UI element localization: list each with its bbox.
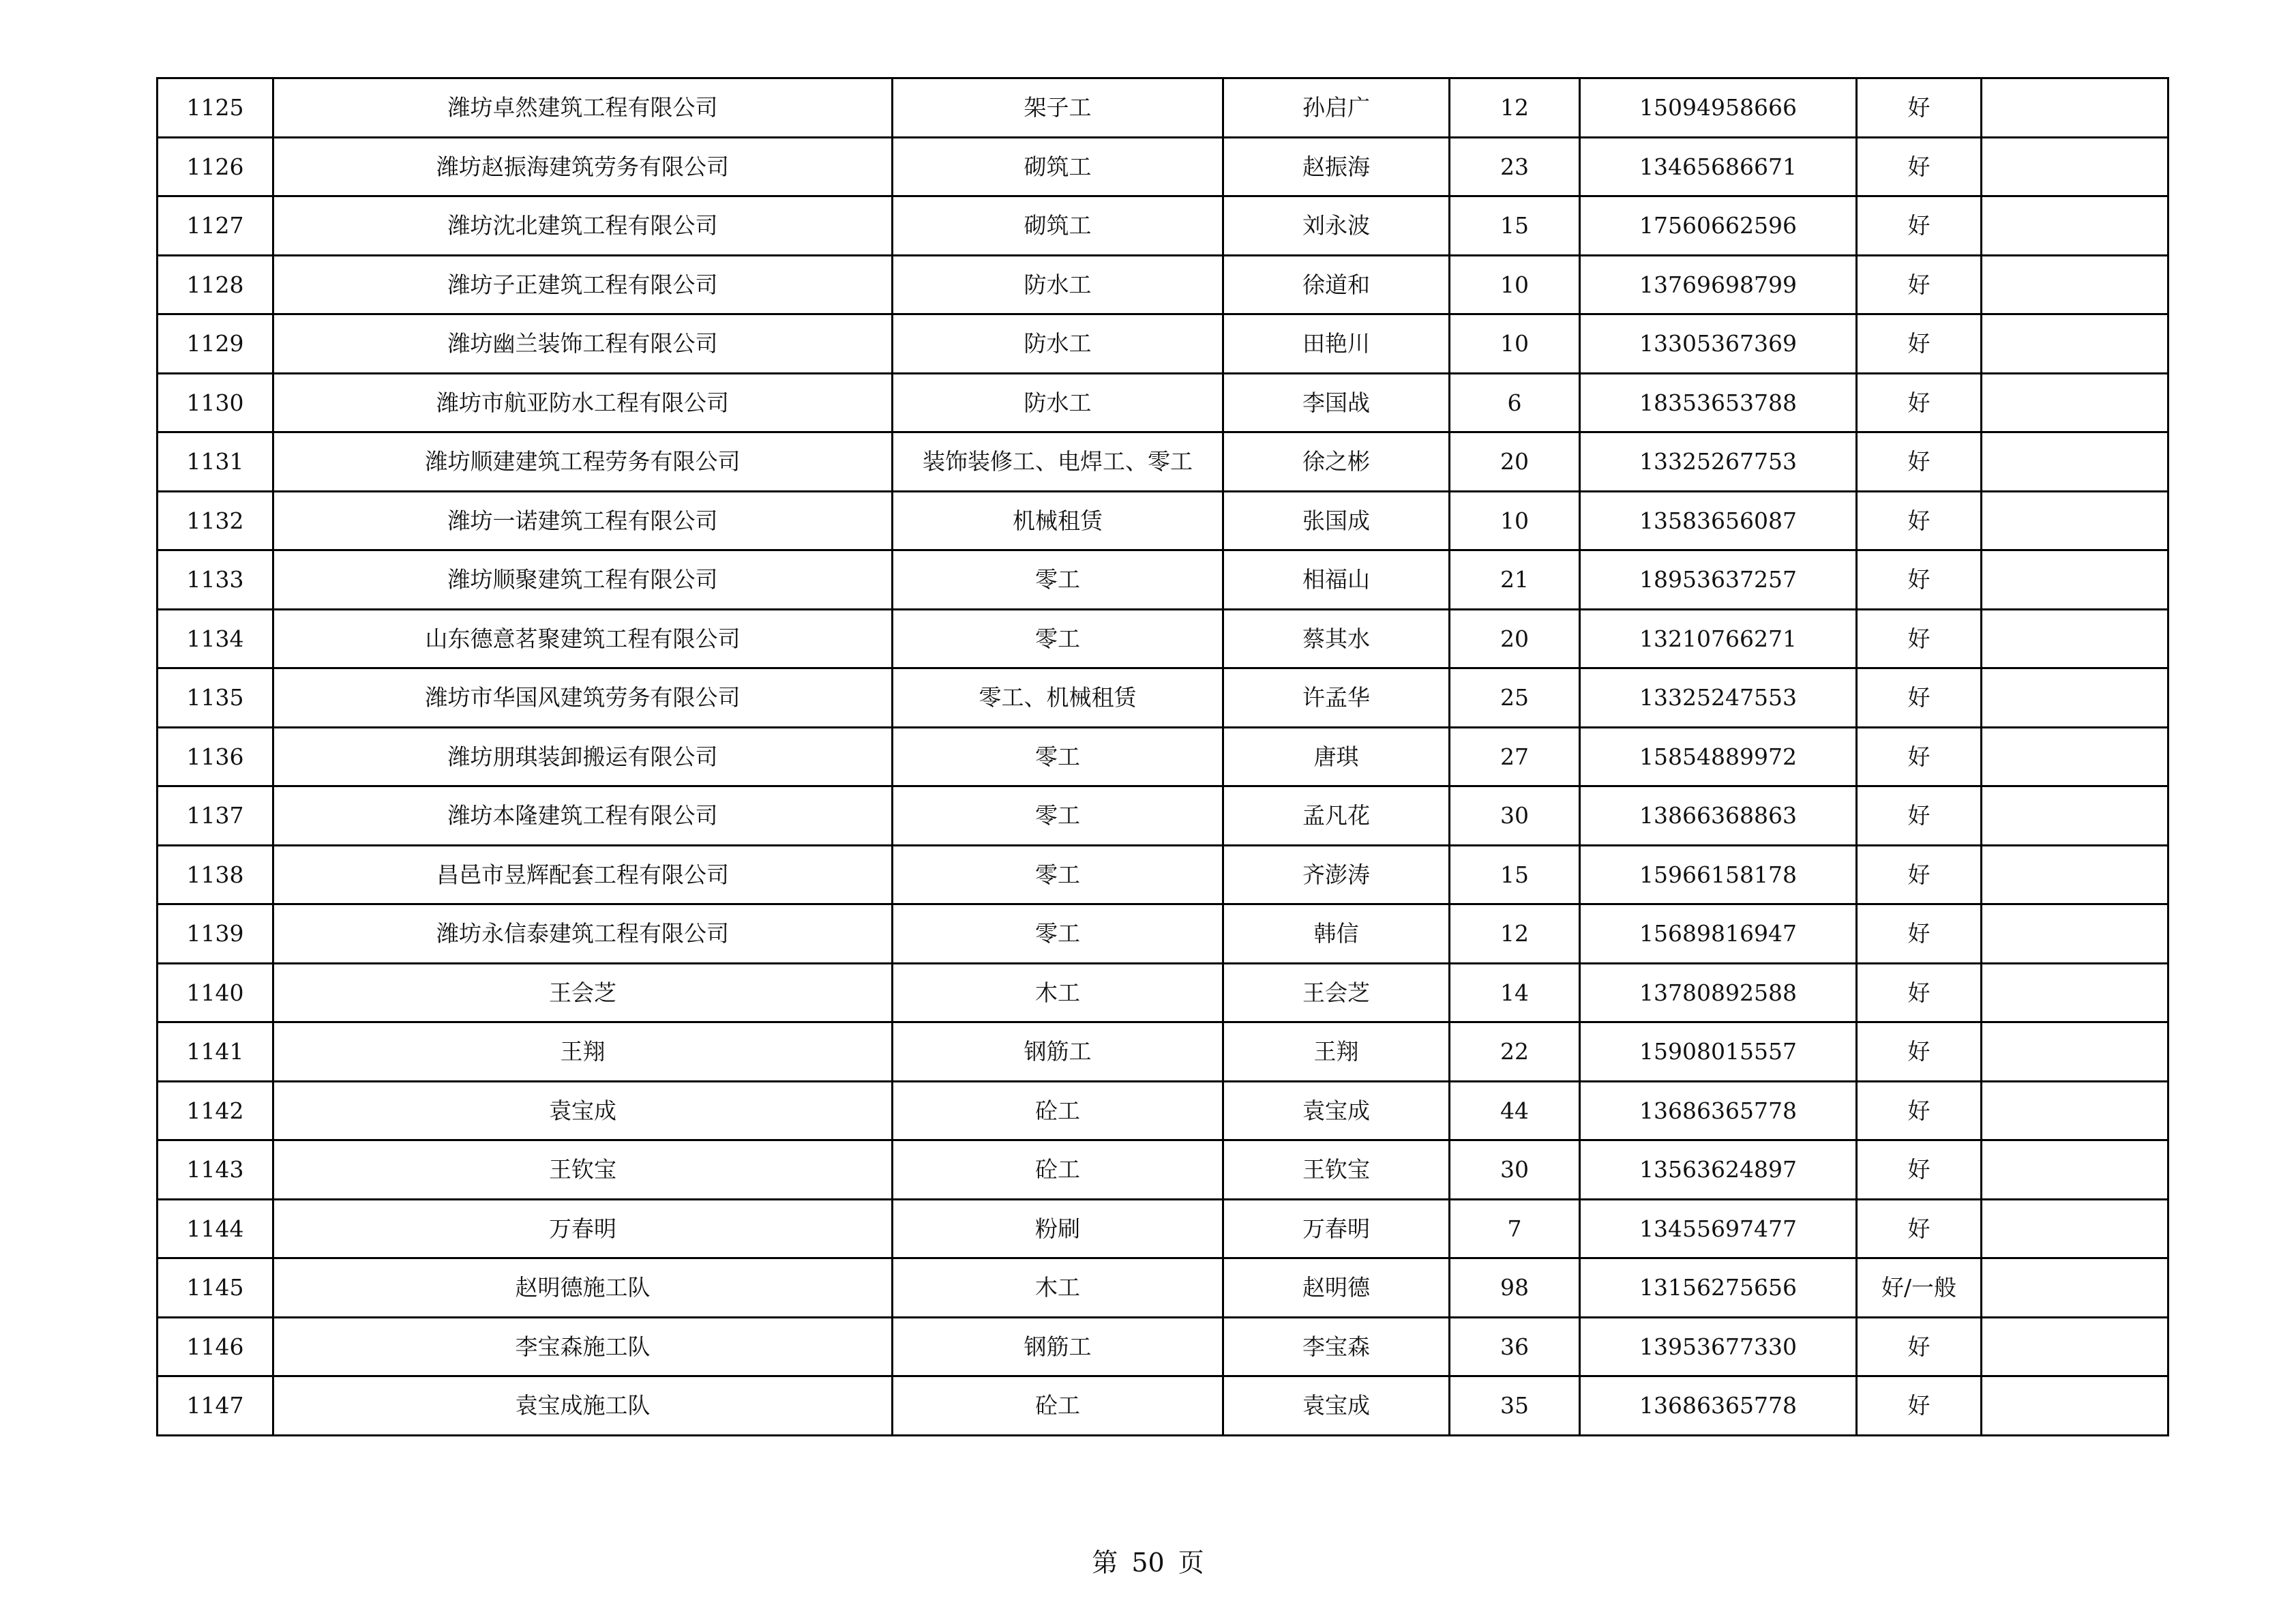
trade-cell: 砼工 <box>893 1081 1223 1140</box>
row-number-cell: 1137 <box>158 786 273 846</box>
company-name-cell: 潍坊顺建建筑工程劳务有限公司 <box>273 432 893 492</box>
row-number-cell: 1129 <box>158 314 273 374</box>
phone-cell: 13210766271 <box>1580 609 1857 668</box>
remark-cell <box>1982 373 2168 432</box>
table-row <box>158 432 2168 492</box>
row-number-cell: 1135 <box>158 668 273 728</box>
trade-cell: 砌筑工 <box>893 137 1223 196</box>
company-name-cell: 潍坊一诺建筑工程有限公司 <box>273 491 893 550</box>
table-row <box>158 1140 2168 1200</box>
phone-cell: 13563624897 <box>1580 1140 1857 1200</box>
trade-cell: 防水工 <box>893 255 1223 314</box>
trade-cell: 钢筋工 <box>893 1317 1223 1376</box>
company-name-cell: 王会芝 <box>273 963 893 1022</box>
company-name-cell: 潍坊顺聚建筑工程有限公司 <box>273 550 893 610</box>
company-name-cell: 潍坊沈北建筑工程有限公司 <box>273 196 893 256</box>
trade-cell: 架子工 <box>893 78 1223 138</box>
phone-cell: 13325247553 <box>1580 668 1857 728</box>
trade-cell: 机械租赁 <box>893 491 1223 550</box>
company-name-cell: 潍坊赵振海建筑劳务有限公司 <box>273 137 893 196</box>
phone-cell: 18953637257 <box>1580 550 1857 610</box>
trade-cell: 零工 <box>893 609 1223 668</box>
company-name-cell: 赵明德施工队 <box>273 1258 893 1318</box>
row-number-cell: 1138 <box>158 845 273 904</box>
remark-cell <box>1982 1258 2168 1318</box>
rating-cell: 好/一般 <box>1857 1258 1982 1318</box>
row-number-cell: 1139 <box>158 904 273 964</box>
contact-person-cell: 刘永波 <box>1223 196 1450 256</box>
remark-cell <box>1982 1081 2168 1140</box>
trade-cell: 零工 <box>893 845 1223 904</box>
remark-cell <box>1982 314 2168 374</box>
remark-cell <box>1982 432 2168 492</box>
trade-cell: 砌筑工 <box>893 196 1223 256</box>
table-row <box>158 196 2168 256</box>
company-name-cell: 潍坊本隆建筑工程有限公司 <box>273 786 893 846</box>
company-name-cell: 潍坊卓然建筑工程有限公司 <box>273 78 893 138</box>
worker-count-cell: 44 <box>1450 1081 1580 1140</box>
phone-cell: 15854889972 <box>1580 727 1857 786</box>
remark-cell <box>1982 904 2168 964</box>
worker-count-cell: 20 <box>1450 609 1580 668</box>
trade-cell: 防水工 <box>893 314 1223 374</box>
table-row <box>158 668 2168 728</box>
table-row <box>158 1317 2168 1376</box>
phone-cell: 17560662596 <box>1580 196 1857 256</box>
remark-cell <box>1982 1199 2168 1258</box>
table-row <box>158 1258 2168 1318</box>
row-number-cell: 1126 <box>158 137 273 196</box>
row-number-cell: 1133 <box>158 550 273 610</box>
page-label-prefix: 第 <box>1092 1548 1118 1578</box>
contact-person-cell: 田艳川 <box>1223 314 1450 374</box>
rating-cell: 好 <box>1857 1140 1982 1200</box>
rating-cell: 好 <box>1857 1317 1982 1376</box>
worker-count-cell: 15 <box>1450 845 1580 904</box>
table-row <box>158 1081 2168 1140</box>
phone-cell: 13325267753 <box>1580 432 1857 492</box>
remark-cell <box>1982 1022 2168 1082</box>
phone-cell: 13465686671 <box>1580 137 1857 196</box>
contractor-table <box>156 77 2169 1436</box>
contact-person-cell: 许孟华 <box>1223 668 1450 728</box>
row-number-cell: 1143 <box>158 1140 273 1200</box>
worker-count-cell: 10 <box>1450 314 1580 374</box>
page-footer <box>0 1550 2296 1576</box>
row-number-cell: 1140 <box>158 963 273 1022</box>
remark-cell <box>1982 609 2168 668</box>
row-number-cell: 1127 <box>158 196 273 256</box>
contact-person-cell: 张国成 <box>1223 491 1450 550</box>
phone-cell: 13780892588 <box>1580 963 1857 1022</box>
table-row <box>158 845 2168 904</box>
contractor-table-body <box>158 78 2168 1436</box>
phone-cell: 13686365778 <box>1580 1081 1857 1140</box>
trade-cell: 零工、机械租赁 <box>893 668 1223 728</box>
table-row <box>158 786 2168 846</box>
company-name-cell: 昌邑市昱辉配套工程有限公司 <box>273 845 893 904</box>
phone-cell: 15689816947 <box>1580 904 1857 964</box>
table-row <box>158 609 2168 668</box>
rating-cell: 好 <box>1857 786 1982 846</box>
trade-cell: 防水工 <box>893 373 1223 432</box>
phone-cell: 15966158178 <box>1580 845 1857 904</box>
worker-count-cell: 12 <box>1450 78 1580 138</box>
trade-cell: 零工 <box>893 727 1223 786</box>
table-row <box>158 78 2168 138</box>
contact-person-cell: 韩信 <box>1223 904 1450 964</box>
worker-count-cell: 7 <box>1450 1199 1580 1258</box>
remark-cell <box>1982 963 2168 1022</box>
remark-cell <box>1982 78 2168 138</box>
trade-cell: 零工 <box>893 550 1223 610</box>
rating-cell: 好 <box>1857 1022 1982 1082</box>
row-number-cell: 1131 <box>158 432 273 492</box>
phone-cell: 13156275656 <box>1580 1258 1857 1318</box>
worker-count-cell: 22 <box>1450 1022 1580 1082</box>
company-name-cell: 王钦宝 <box>273 1140 893 1200</box>
contact-person-cell: 赵振海 <box>1223 137 1450 196</box>
worker-count-cell: 25 <box>1450 668 1580 728</box>
contact-person-cell: 李宝森 <box>1223 1317 1450 1376</box>
row-number-cell: 1145 <box>158 1258 273 1318</box>
remark-cell <box>1982 1317 2168 1376</box>
contact-person-cell: 袁宝成 <box>1223 1376 1450 1436</box>
rating-cell: 好 <box>1857 1081 1982 1140</box>
contact-person-cell: 相福山 <box>1223 550 1450 610</box>
company-name-cell: 山东德意茗聚建筑工程有限公司 <box>273 609 893 668</box>
table-row <box>158 314 2168 374</box>
worker-count-cell: 30 <box>1450 786 1580 846</box>
rating-cell: 好 <box>1857 432 1982 492</box>
trade-cell: 装饰装修工、电焊工、零工 <box>893 432 1223 492</box>
row-number-cell: 1128 <box>158 255 273 314</box>
rating-cell: 好 <box>1857 668 1982 728</box>
phone-cell: 13769698799 <box>1580 255 1857 314</box>
worker-count-cell: 27 <box>1450 727 1580 786</box>
company-name-cell: 王翔 <box>273 1022 893 1082</box>
trade-cell: 木工 <box>893 1258 1223 1318</box>
rating-cell: 好 <box>1857 78 1982 138</box>
remark-cell <box>1982 727 2168 786</box>
trade-cell: 零工 <box>893 786 1223 846</box>
rating-cell: 好 <box>1857 963 1982 1022</box>
trade-cell: 粉刷 <box>893 1199 1223 1258</box>
worker-count-cell: 98 <box>1450 1258 1580 1318</box>
trade-cell: 砼工 <box>893 1376 1223 1436</box>
phone-cell: 13866368863 <box>1580 786 1857 846</box>
worker-count-cell: 10 <box>1450 491 1580 550</box>
row-number-cell: 1147 <box>158 1376 273 1436</box>
company-name-cell: 潍坊市航亚防水工程有限公司 <box>273 373 893 432</box>
contact-person-cell: 王钦宝 <box>1223 1140 1450 1200</box>
phone-cell: 13305367369 <box>1580 314 1857 374</box>
trade-cell: 砼工 <box>893 1140 1223 1200</box>
table-row <box>158 727 2168 786</box>
remark-cell <box>1982 845 2168 904</box>
table-row <box>158 137 2168 196</box>
table-row <box>158 963 2168 1022</box>
row-number-cell: 1125 <box>158 78 273 138</box>
remark-cell <box>1982 668 2168 728</box>
rating-cell: 好 <box>1857 137 1982 196</box>
worker-count-cell: 15 <box>1450 196 1580 256</box>
rating-cell: 好 <box>1857 1199 1982 1258</box>
rating-cell: 好 <box>1857 845 1982 904</box>
contact-person-cell: 王翔 <box>1223 1022 1450 1082</box>
table-row <box>158 550 2168 610</box>
company-name-cell: 潍坊市华国风建筑劳务有限公司 <box>273 668 893 728</box>
row-number-cell: 1136 <box>158 727 273 786</box>
company-name-cell: 潍坊永信泰建筑工程有限公司 <box>273 904 893 964</box>
contact-person-cell: 齐澎涛 <box>1223 845 1450 904</box>
rating-cell: 好 <box>1857 255 1982 314</box>
rating-cell: 好 <box>1857 373 1982 432</box>
contact-person-cell: 袁宝成 <box>1223 1081 1450 1140</box>
contact-person-cell: 万春明 <box>1223 1199 1450 1258</box>
worker-count-cell: 21 <box>1450 550 1580 610</box>
phone-cell: 13455697477 <box>1580 1199 1857 1258</box>
table-row <box>158 1199 2168 1258</box>
trade-cell: 钢筋工 <box>893 1022 1223 1082</box>
contact-person-cell: 李国战 <box>1223 373 1450 432</box>
page-label-suffix: 页 <box>1178 1548 1204 1578</box>
rating-cell: 好 <box>1857 1376 1982 1436</box>
worker-count-cell: 10 <box>1450 255 1580 314</box>
row-number-cell: 1141 <box>158 1022 273 1082</box>
company-name-cell: 李宝森施工队 <box>273 1317 893 1376</box>
remark-cell <box>1982 1376 2168 1436</box>
table-row <box>158 373 2168 432</box>
table-row <box>158 904 2168 964</box>
table-row <box>158 255 2168 314</box>
contact-person-cell: 唐琪 <box>1223 727 1450 786</box>
worker-count-cell: 30 <box>1450 1140 1580 1200</box>
worker-count-cell: 6 <box>1450 373 1580 432</box>
row-number-cell: 1146 <box>158 1317 273 1376</box>
company-name-cell: 袁宝成 <box>273 1081 893 1140</box>
contact-person-cell: 徐之彬 <box>1223 432 1450 492</box>
company-name-cell: 万春明 <box>273 1199 893 1258</box>
remark-cell <box>1982 1140 2168 1200</box>
rating-cell: 好 <box>1857 727 1982 786</box>
trade-cell: 零工 <box>893 904 1223 964</box>
company-name-cell: 潍坊朋琪装卸搬运有限公司 <box>273 727 893 786</box>
table-row <box>158 1022 2168 1082</box>
remark-cell <box>1982 491 2168 550</box>
contact-person-cell: 赵明德 <box>1223 1258 1450 1318</box>
rating-cell: 好 <box>1857 550 1982 610</box>
phone-cell: 15094958666 <box>1580 78 1857 138</box>
remark-cell <box>1982 137 2168 196</box>
row-number-cell: 1134 <box>158 609 273 668</box>
remark-cell <box>1982 786 2168 846</box>
page-number: 50 <box>1131 1548 1165 1578</box>
worker-count-cell: 20 <box>1450 432 1580 492</box>
contact-person-cell: 蔡其水 <box>1223 609 1450 668</box>
phone-cell: 13583656087 <box>1580 491 1857 550</box>
remark-cell <box>1982 196 2168 256</box>
table-row <box>158 1376 2168 1436</box>
row-number-cell: 1130 <box>158 373 273 432</box>
rating-cell: 好 <box>1857 196 1982 256</box>
worker-count-cell: 14 <box>1450 963 1580 1022</box>
rating-cell: 好 <box>1857 904 1982 964</box>
worker-count-cell: 23 <box>1450 137 1580 196</box>
rating-cell: 好 <box>1857 314 1982 374</box>
company-name-cell: 袁宝成施工队 <box>273 1376 893 1436</box>
phone-cell: 13953677330 <box>1580 1317 1857 1376</box>
phone-cell: 15908015557 <box>1580 1022 1857 1082</box>
phone-cell: 18353653788 <box>1580 373 1857 432</box>
remark-cell <box>1982 255 2168 314</box>
row-number-cell: 1142 <box>158 1081 273 1140</box>
company-name-cell: 潍坊幽兰装饰工程有限公司 <box>273 314 893 374</box>
worker-count-cell: 35 <box>1450 1376 1580 1436</box>
worker-count-cell: 12 <box>1450 904 1580 964</box>
rating-cell: 好 <box>1857 609 1982 668</box>
trade-cell: 木工 <box>893 963 1223 1022</box>
contact-person-cell: 徐道和 <box>1223 255 1450 314</box>
row-number-cell: 1144 <box>158 1199 273 1258</box>
row-number-cell: 1132 <box>158 491 273 550</box>
company-name-cell: 潍坊子正建筑工程有限公司 <box>273 255 893 314</box>
worker-count-cell: 36 <box>1450 1317 1580 1376</box>
phone-cell: 13686365778 <box>1580 1376 1857 1436</box>
table-row <box>158 491 2168 550</box>
rating-cell: 好 <box>1857 491 1982 550</box>
remark-cell <box>1982 550 2168 610</box>
contact-person-cell: 孙启广 <box>1223 78 1450 138</box>
contact-person-cell: 王会芝 <box>1223 963 1450 1022</box>
contact-person-cell: 孟凡花 <box>1223 786 1450 846</box>
